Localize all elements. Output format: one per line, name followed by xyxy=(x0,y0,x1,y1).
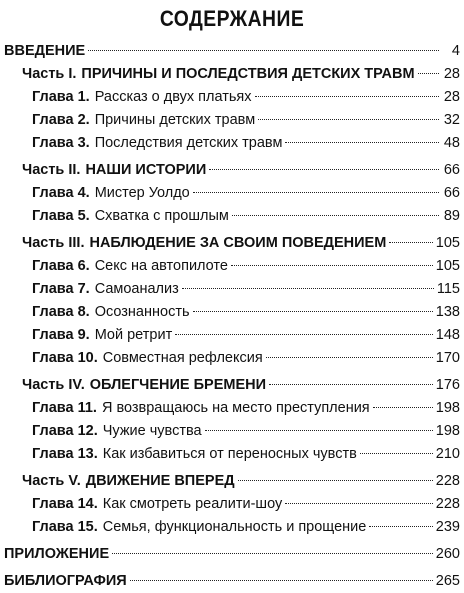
toc-entry-label xyxy=(22,470,235,493)
toc-entry-title: Причины детских травм xyxy=(94,112,256,128)
toc-entry-title: Мой ретрит xyxy=(94,327,173,343)
dot-leader xyxy=(258,119,439,120)
toc-entry-label xyxy=(22,255,228,278)
toc-entry-prefix: Глава 11. xyxy=(32,400,97,416)
toc-entry-label xyxy=(22,443,357,466)
toc-entry-title: Как смотреть реалити-шоу xyxy=(102,496,283,512)
toc-entry-title: БИБЛИОГРАФИЯ xyxy=(4,573,127,589)
toc-entry-page: 32 xyxy=(443,112,460,128)
toc-entry-page: 28 xyxy=(443,89,460,105)
toc-entry-label xyxy=(22,278,179,301)
toc-entry-label xyxy=(22,132,282,155)
toc-entry-title: Самоанализ xyxy=(94,281,179,297)
toc-entry-label xyxy=(22,324,172,347)
toc-entry-prefix: Часть V. xyxy=(22,473,81,489)
toc-entry-title: ОБЛЕГЧЕНИЕ БРЕМЕНИ xyxy=(89,377,267,393)
dot-leader xyxy=(369,526,432,527)
dot-leader xyxy=(266,357,433,358)
dot-leader xyxy=(238,480,433,481)
toc-entry-prefix: Глава 2. xyxy=(32,112,90,128)
toc-entry-label xyxy=(22,493,282,516)
toc-entry-title: ПРИЧИНЫ И ПОСЛЕДСТВИЯ ДЕТСКИХ ТРАВМ xyxy=(81,66,415,82)
toc-entry-page: 89 xyxy=(443,208,460,224)
toc-entry-page: 265 xyxy=(435,573,460,589)
toc-entry-label xyxy=(22,109,255,132)
toc-entry-prefix: Часть II. xyxy=(22,162,81,178)
dot-leader xyxy=(418,73,439,74)
toc-entry-label xyxy=(4,543,109,566)
toc-chapter-10[interactable] xyxy=(0,347,464,370)
toc-entry-label xyxy=(4,570,127,593)
toc-entry-prefix: Глава 3. xyxy=(32,135,90,151)
toc-entry-title: Как избавиться от переносных чувств xyxy=(102,446,357,462)
toc-entry-label xyxy=(22,159,206,182)
toc-entry-page: 170 xyxy=(435,350,460,366)
toc-entry-title: НАБЛЮДЕНИЕ ЗА СВОИМ ПОВЕДЕНИЕМ xyxy=(89,235,387,251)
dot-leader xyxy=(175,334,433,335)
toc-entry-title: Последствия детских травм xyxy=(94,135,283,151)
toc-entry-page: 198 xyxy=(435,423,460,439)
toc-chapter-9[interactable] xyxy=(0,324,464,347)
toc-entry-prefix: Глава 12. xyxy=(32,423,98,439)
toc-entry-title: Мистер Уолдо xyxy=(94,185,190,201)
toc-entry-title: ПРИЛОЖЕНИЕ xyxy=(4,546,110,562)
toc-entry-prefix: Часть I. xyxy=(22,66,77,82)
toc-entry-prefix: Глава 7. xyxy=(32,281,90,297)
toc-part-3[interactable] xyxy=(0,232,464,255)
toc-entry-page: 28 xyxy=(443,66,460,82)
toc-entry-title: Рассказ о двух платьях xyxy=(94,89,252,105)
toc-entry-title: Чужие чувства xyxy=(102,423,202,439)
toc-entry-label xyxy=(22,86,252,109)
dot-leader xyxy=(231,265,433,266)
toc-entry-label xyxy=(22,205,229,228)
toc-chapter-4[interactable] xyxy=(0,182,464,205)
toc-entry-label xyxy=(22,347,263,370)
toc-entry-prefix: Глава 9. xyxy=(32,327,90,343)
toc-entry-label xyxy=(22,301,190,324)
dot-leader xyxy=(209,169,439,170)
toc-chapter-15[interactable] xyxy=(0,516,464,539)
toc-entry-title: Схватка с прошлым xyxy=(94,208,229,224)
toc-entry-introduction[interactable] xyxy=(0,40,464,63)
toc-chapter-5[interactable] xyxy=(0,205,464,228)
toc-entry-prefix: Глава 8. xyxy=(32,304,90,320)
toc-entry-prefix: Глава 13. xyxy=(32,446,98,462)
toc-entry-prefix: Глава 15. xyxy=(32,519,98,535)
toc-entry-prefix: Глава 6. xyxy=(32,258,90,274)
dot-leader xyxy=(373,407,433,408)
toc-chapter-7[interactable] xyxy=(0,278,464,301)
toc-entry-page: 228 xyxy=(435,473,460,489)
dot-leader xyxy=(285,142,439,143)
dot-leader xyxy=(112,553,433,554)
toc-entry-page: 105 xyxy=(435,235,460,251)
toc-entries xyxy=(0,40,464,593)
toc-entry-page: 176 xyxy=(435,377,460,393)
dot-leader xyxy=(269,384,433,385)
toc-entry-prefix: Часть IV. xyxy=(22,377,85,393)
toc-chapter-14[interactable] xyxy=(0,493,464,516)
toc-entry-page: 115 xyxy=(436,281,460,297)
toc-chapter-1[interactable] xyxy=(0,86,464,109)
toc-part-5[interactable] xyxy=(0,470,464,493)
toc-chapter-13[interactable] xyxy=(0,443,464,466)
dot-leader xyxy=(205,430,433,431)
dot-leader xyxy=(193,192,439,193)
toc-chapter-11[interactable] xyxy=(0,397,464,420)
dot-leader xyxy=(389,242,432,243)
toc-entry-title: Я возвращаюсь на место преступления xyxy=(101,400,370,416)
toc-entry-page: 66 xyxy=(443,185,460,201)
toc-chapter-6[interactable] xyxy=(0,255,464,278)
toc-entry-title: НАШИ ИСТОРИИ xyxy=(85,162,207,178)
toc-entry-appendix[interactable] xyxy=(0,543,464,566)
toc-entry-prefix: Глава 10. xyxy=(32,350,98,366)
dot-leader xyxy=(285,503,433,504)
toc-chapter-2[interactable] xyxy=(0,109,464,132)
toc-entry-title: ВВЕДЕНИЕ xyxy=(4,43,86,59)
toc-chapter-12[interactable] xyxy=(0,420,464,443)
toc-entry-title: Осознанность xyxy=(94,304,190,320)
toc-entry-page: 66 xyxy=(443,162,460,178)
toc-entry-page: 48 xyxy=(443,135,460,151)
toc-entry-page: 4 xyxy=(451,43,460,59)
toc-entry-page: 260 xyxy=(435,546,460,562)
toc-entry-prefix: Часть III. xyxy=(22,235,85,251)
toc-entry-label xyxy=(22,516,366,539)
dot-leader xyxy=(255,96,439,97)
toc-entry-bibliography[interactable] xyxy=(0,570,464,593)
dot-leader xyxy=(360,453,433,454)
toc-entry-page: 239 xyxy=(435,519,460,535)
toc-entry-prefix: Глава 1. xyxy=(32,89,90,105)
toc-entry-page: 105 xyxy=(435,258,460,274)
toc-entry-label xyxy=(22,374,266,397)
dot-leader xyxy=(88,50,439,51)
toc-entry-page: 148 xyxy=(435,327,460,343)
toc-entry-label xyxy=(22,63,415,86)
toc-entry-page: 198 xyxy=(435,400,460,416)
toc-chapter-8[interactable] xyxy=(0,301,464,324)
toc-part-4[interactable] xyxy=(0,374,464,397)
dot-leader xyxy=(182,288,434,289)
toc-entry-title: Совместная рефлексия xyxy=(102,350,263,366)
toc-part-1[interactable] xyxy=(0,63,464,86)
toc-title: СОДЕРЖАНИЕ xyxy=(159,6,305,31)
toc-entry-page: 138 xyxy=(435,304,460,320)
dot-leader xyxy=(130,580,433,581)
toc-entry-title: ДВИЖЕНИЕ ВПЕРЕД xyxy=(85,473,235,489)
toc-part-2[interactable] xyxy=(0,159,464,182)
toc-entry-label xyxy=(4,40,85,63)
toc-entry-prefix: Глава 5. xyxy=(32,208,90,224)
dot-leader xyxy=(232,215,439,216)
toc-chapter-3[interactable] xyxy=(0,132,464,155)
dot-leader xyxy=(193,311,433,312)
toc-entry-page: 228 xyxy=(435,496,460,512)
toc-entry-title: Семья, функциональность и прощение xyxy=(102,519,367,535)
toc-entry-label xyxy=(22,420,202,443)
toc-entry-prefix: Глава 4. xyxy=(32,185,90,201)
toc-entry-label xyxy=(22,397,370,420)
toc-entry-title: Секс на автопилоте xyxy=(94,258,228,274)
toc-entry-label xyxy=(22,182,190,205)
toc-entry-page: 210 xyxy=(435,446,460,462)
toc-entry-label xyxy=(22,232,386,255)
toc-entry-prefix: Глава 14. xyxy=(32,496,98,512)
